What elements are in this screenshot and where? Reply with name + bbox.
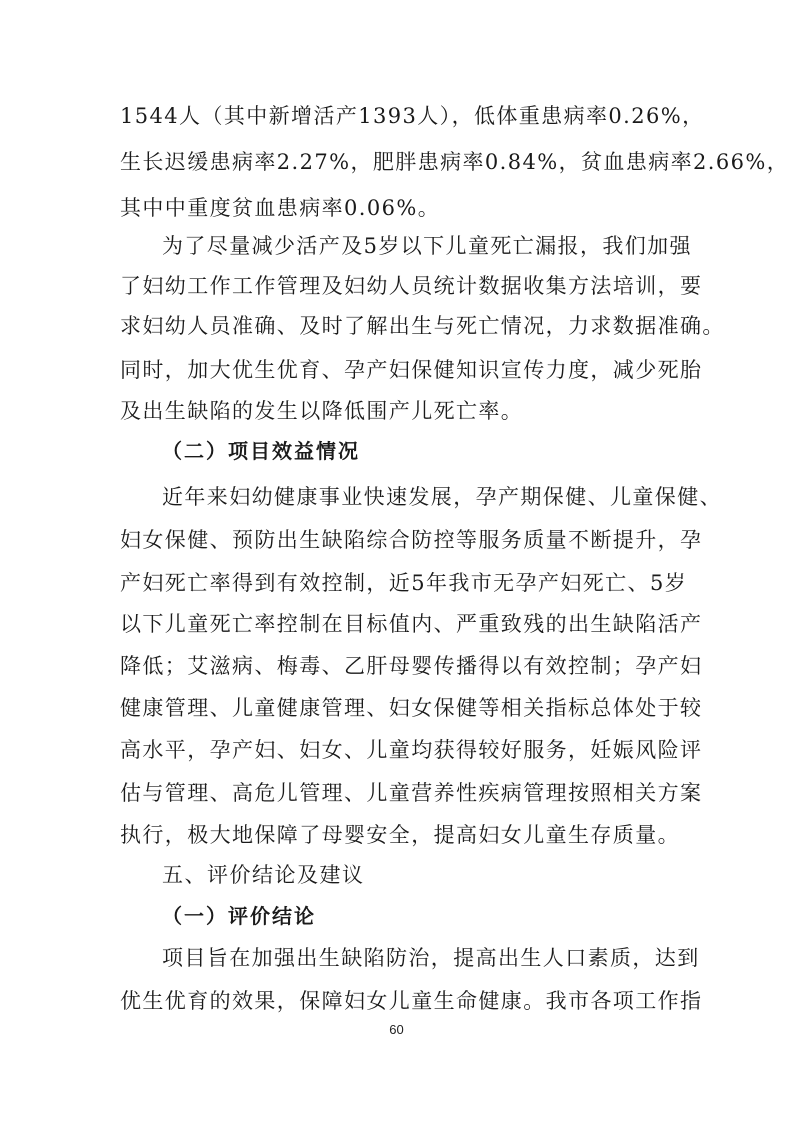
paragraph-line: 产妇死亡率得到有效控制，近5年我市无孕产妇死亡、5岁: [120, 571, 688, 595]
paragraph-line: 以下儿童死亡率控制在目标值内、严重致残的出生缺陷活产: [120, 612, 703, 636]
paragraph-line: 优生优育的效果，保障妇女儿童生命健康。我市各项工作指: [120, 989, 703, 1013]
paragraph-line: 同时，加大优生优育、孕产妇保健知识宣传力度，减少死胎: [120, 358, 703, 382]
paragraph-line: 近年来妇幼健康事业快速发展，孕产期保健、儿童保健、: [162, 485, 722, 509]
paragraph-line: 高水平，孕产妇、妇女、儿童均获得较好服务，妊娠风险评: [120, 738, 703, 762]
paragraph-line: 求妇幼人员准确、及时了解出生与死亡情况，力求数据准确。: [120, 314, 725, 338]
paragraph-line: 估与管理、高危儿管理、儿童营养性疾病管理按照相关方案: [120, 781, 703, 805]
chapter-heading: 五、评价结论及建议: [162, 863, 365, 887]
paragraph-line: 及出生缺陷的发生以降低围产儿死亡率。: [120, 399, 524, 423]
paragraph-line: 降低；艾滋病、梅毒、乙肝母婴传播得以有效控制；孕产妇: [120, 654, 703, 678]
paragraph-line: 生长迟缓患病率2.27%，肥胖患病率0.84%，贫血患病率2.66%，: [120, 150, 790, 174]
paragraph-line: 妇女保健、预防出生缺陷综合防控等服务质量不断提升，孕: [120, 528, 703, 552]
paragraph-line: 健康管理、儿童健康管理、妇女保健等相关指标总体处于较: [120, 696, 703, 720]
paragraph-line: 1544人（其中新增活产1393人），低体重患病率0.26%，: [120, 104, 705, 128]
section-heading: （一）评价结论: [162, 904, 316, 928]
section-heading: （二）项目效益情况: [162, 439, 360, 463]
paragraph-line: 为了尽量减少活产及5岁以下儿童死亡漏报，我们加强: [162, 234, 692, 258]
paragraph-line: 执行，极大地保障了母婴安全，提高妇女儿童生存质量。: [120, 823, 680, 847]
paragraph-line: 其中中重度贫血患病率0.06%。: [120, 196, 441, 220]
page-number: 60: [389, 1022, 404, 1037]
paragraph-line: 了妇幼工作工作管理及妇幼人员统计数据收集方法培训，要: [120, 274, 703, 298]
paragraph-line: 项目旨在加强出生缺陷防治，提高出生人口素质，达到: [162, 946, 700, 970]
